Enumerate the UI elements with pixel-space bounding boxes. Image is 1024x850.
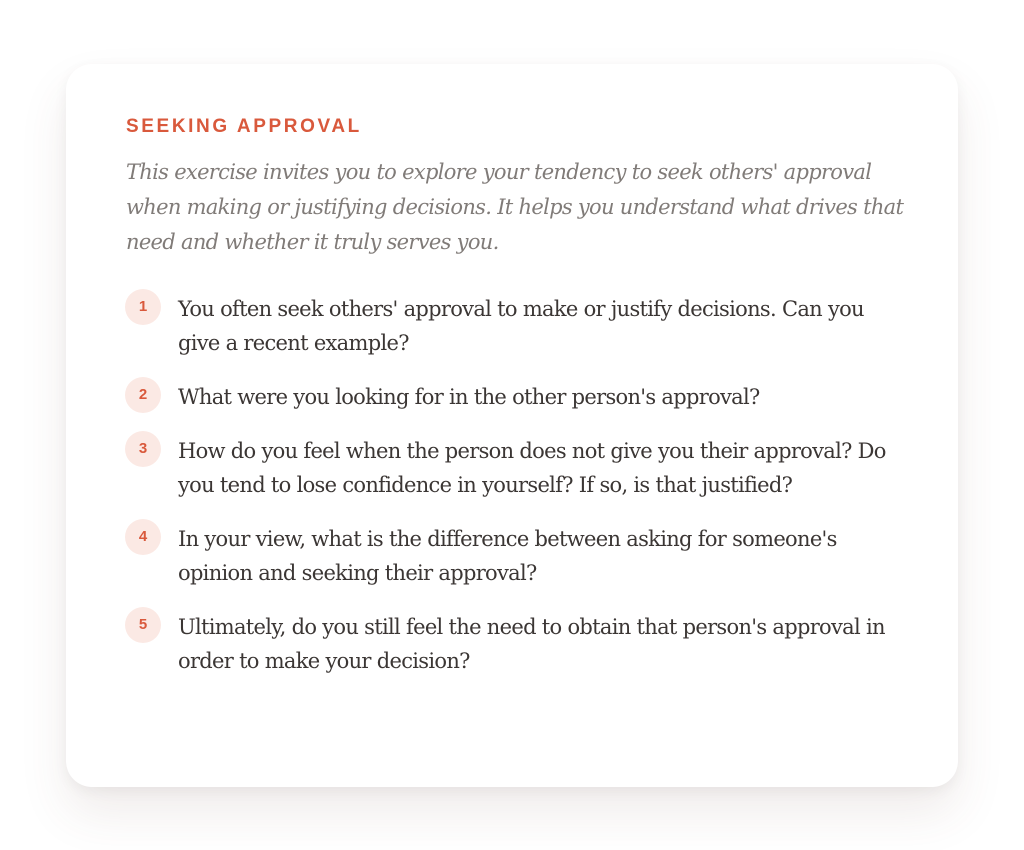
exercise-title: SEEKING APPROVAL [126,116,362,137]
question-text: You often seek others' approval to make or justify decisions. Can you give a recent example? [178,297,864,355]
exercise-card [66,64,958,787]
question-number-badge: 1 [125,289,161,325]
question-text: What were you looking for in the other person's approval? [178,385,760,409]
question-number-badge: 2 [125,377,161,413]
exercise-intro: This exercise invites you to explore your tendency to seek others' approval when making or justifying decisions. It helps you understand what drives that need and whether it truly serves you. [126,160,904,254]
question-list [126,292,898,678]
question-text: In your view, what is the difference between asking for someone's opinion and seeking their approval? [178,527,837,585]
question-number-badge: 4 [125,519,161,555]
question-item-1 [126,292,898,360]
question-item-4 [126,522,898,590]
question-number-badge: 3 [125,431,161,467]
question-text: How do you feel when the person does not give you their approval? Do you tend to lose confidence in yourself? If so, is that justified? [178,439,886,497]
question-text: Ultimately, do you still feel the need to obtain that person's approval in order to make your decision? [178,615,885,673]
question-item-3 [126,434,898,502]
question-number-badge: 5 [125,607,161,643]
question-item-2 [126,380,898,414]
question-item-5 [126,610,898,678]
